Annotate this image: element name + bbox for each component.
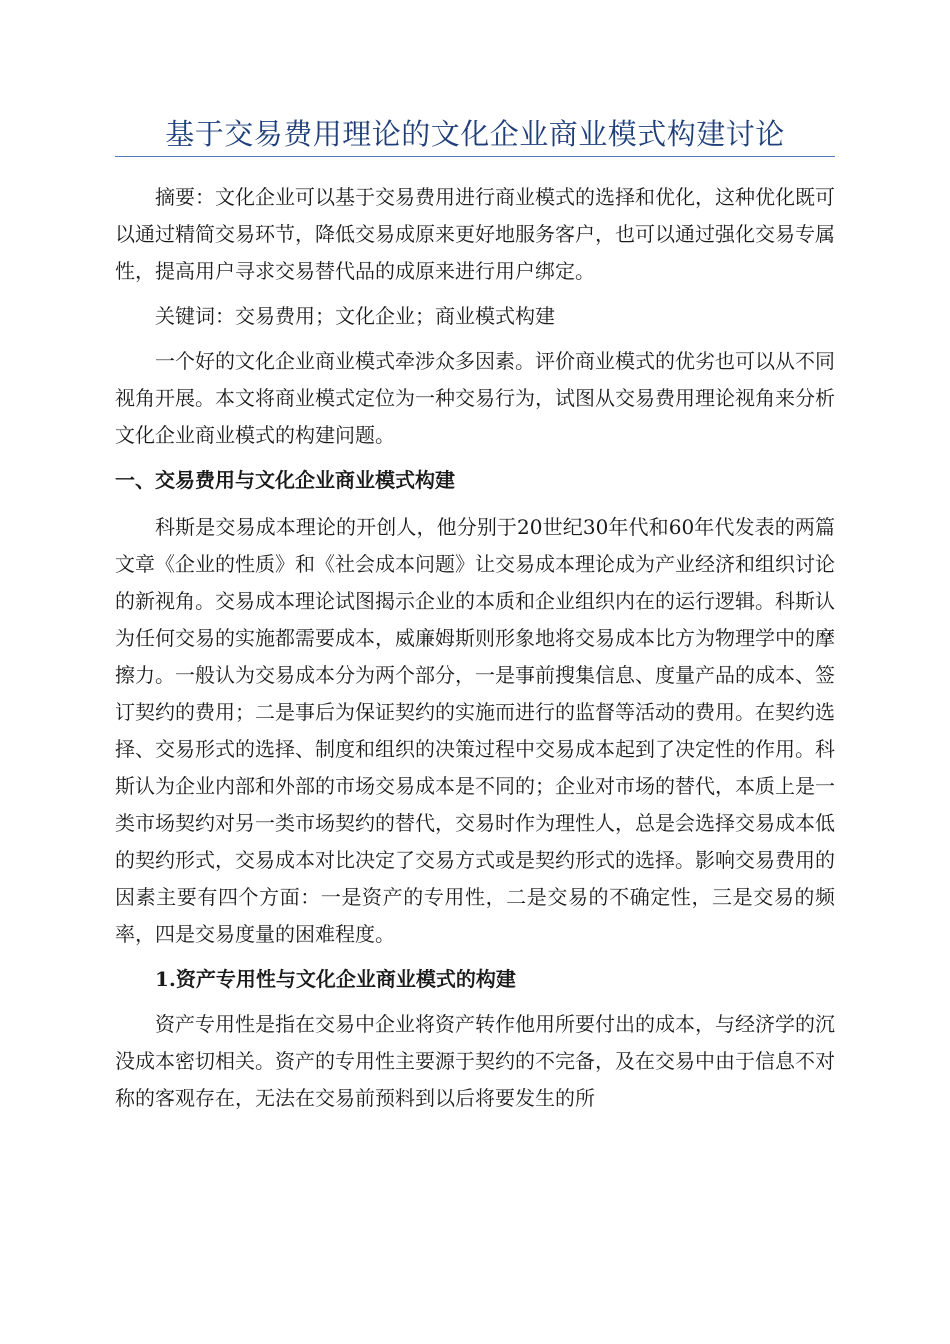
document-page xyxy=(115,112,835,1125)
abstract-paragraph: 摘要：文化企业可以基于交易费用进行商业模式的选择和优化，这种优化既可以通过精简交易环节，降低交易成原来更好地服务客户，也可以通过强化交易专属性，提高用户寻求交易替代品的成原来进行用户绑定。 xyxy=(115,185,835,283)
subsection-heading: 1.资产专用性与文化企业商业模式的构建 xyxy=(155,967,516,991)
document-title: 基于交易费用理论的文化企业商业模式构建讨论 xyxy=(165,117,785,151)
title-underline xyxy=(115,156,835,157)
intro-paragraph: 一个好的文化企业商业模式牵涉众多因素。评价商业模式的优劣也可以从不同视角开展。本文将商业模式定位为一种交易行为，试图从交易费用理论视角来分析文化企业商业模式的构建问题。 xyxy=(115,349,835,447)
section-paragraph: 科斯是交易成本理论的开创人，他分别于20世纪30年代和60年代发表的两篇文章《企业的性质》和《社会成本问题》让交易成本理论成为产业经济和组织讨论的新视角。交易成本理论试图揭示企业的本质和企业组织内在的运行逻辑。科斯认为任何交易的实施都需要成本，威廉姆斯则形象地将交易成本比方为物理学中的摩擦力。一般认为交易成本分为两个部分，一是事前搜集信息、度量产品的成本、签订契约的费用；二是事后为保证契约的实施而进行的监督等活动的费用。在契约选择、交易形式的选择、制度和组织的决策过程中交易成本起到了决定性的作用。科斯认为企业内部和外部的市场交易成本是不同的；企业对市场的替代，本质上是一类市场契约对另一类市场契约的替代，交易时作为理性人，总是会选择交易成本低的契约形式，交易成本对比决定了交易方式或是契约形式的选择。影响交易费用的因素主要有四个方面：一是资产的专用性，二是交易的不确定性，三是交易的频率，四是交易度量的困难程度。 xyxy=(115,515,835,946)
subsection-paragraph: 资产专用性是指在交易中企业将资产转作他用所要付出的成本，与经济学的沉没成本密切相关。资产的专用性主要源于契约的不完备，及在交易中由于信息不对称的客观存在，无法在交易前预料到以后将要发生的所 xyxy=(115,1012,835,1110)
section-heading: 一、交易费用与文化企业商业模式构建 xyxy=(115,468,455,492)
keywords-paragraph: 关键词：交易费用；文化企业；商业模式构建 xyxy=(155,304,555,328)
